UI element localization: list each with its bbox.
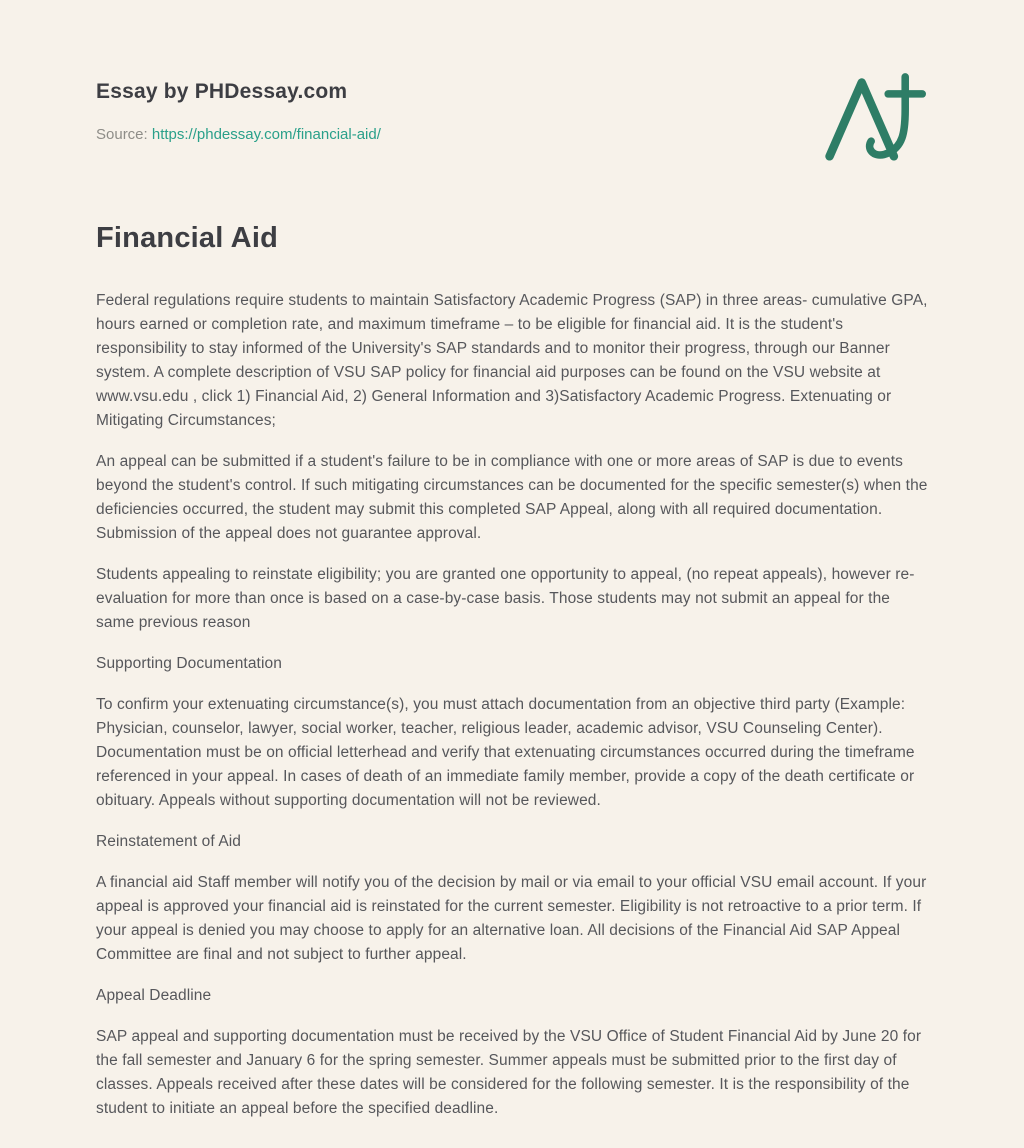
essay-paragraph: Students appealing to reinstate eligibility; you are granted one opportunity to appeal, (no repeat appeals), however re-evaluation for more than once is based on a case-by-case basis. Those students may not submit an appeal for the same previous reason: [96, 566, 915, 631]
source-line: [96, 126, 381, 143]
essay-content: [96, 289, 928, 1121]
essay-title: Financial Aid: [96, 222, 278, 254]
page-header: [96, 72, 928, 164]
phdessay-logo-icon: [822, 72, 926, 164]
section-heading: Supporting Documentation: [96, 655, 282, 672]
section-heading: Appeal Deadline: [96, 987, 212, 1004]
essay-paragraph: SAP appeal and supporting documentation must be received by the VSU Office of Student Financial Aid by June 20 for the fall semester and January 6 for the spring semester. Summer appeals must be submitted prior to the first day of classes. Appeals received after these dates will be considered for the following semester. It is the responsibility of the student to initiate an appeal before the specified deadline.: [96, 1028, 922, 1117]
source-label: Source:: [96, 126, 152, 143]
essay-paragraph: A financial aid Staff member will notify you of the decision by mail or via email to your official VSU email account. If your appeal is approved your financial aid is reinstated for the current semester. Eligibility is not retroactive to a prior term. If your appeal is denied you may choose to apply for an alternative loan. All decisions of the Financial Aid SAP Appeal Committee are final and not subject to further appeal.: [96, 874, 927, 963]
header-text: [96, 72, 381, 143]
essay-paragraph: An appeal can be submitted if a student's failure to be in compliance with one or more areas of SAP is due to events beyond the student's control. If such mitigating circumstances can be documented for the specific semester(s) when the deficiencies occurred, the student may submit this completed SAP Appeal, along with all required documentation. Submission of the appeal does not guarantee approval.: [96, 453, 928, 542]
section-heading: Reinstatement of Aid: [96, 833, 242, 850]
site-title: Essay by PHDessay.com: [96, 80, 348, 103]
essay-paragraph: Federal regulations require students to maintain Satisfactory Academic Progress (SAP) in three areas- cumulative GPA, hours earned or completion rate, and maximum timeframe – to be eligible for financial aid. It is the student's responsibility to stay informed of the University's SAP standards and to monitor their progress, through our Banner system. A complete description of VSU SAP policy for financial aid purposes can be found on the VSU website at www.vsu.edu , click 1) Financial Aid, 2) General Information and 3)Satisfactory Academic Progress. Extenuating or Mitigating Circumstances;: [96, 292, 928, 429]
essay-paragraph: To confirm your extenuating circumstance(s), you must attach documentation from an objective third party (Example: Physician, counselor, lawyer, social worker, teacher, religious leader, academic advisor, VSU Counseling Center). Documentation must be on official letterhead and verify that extenuating circumstances occurred during the timeframe referenced in your appeal. In cases of death of an immediate family member, provide a copy of the death certificate or obituary. Appeals without supporting documentation will not be reviewed.: [96, 696, 915, 809]
source-url-link[interactable]: https://phdessay.com/financial-aid/: [151, 126, 381, 143]
